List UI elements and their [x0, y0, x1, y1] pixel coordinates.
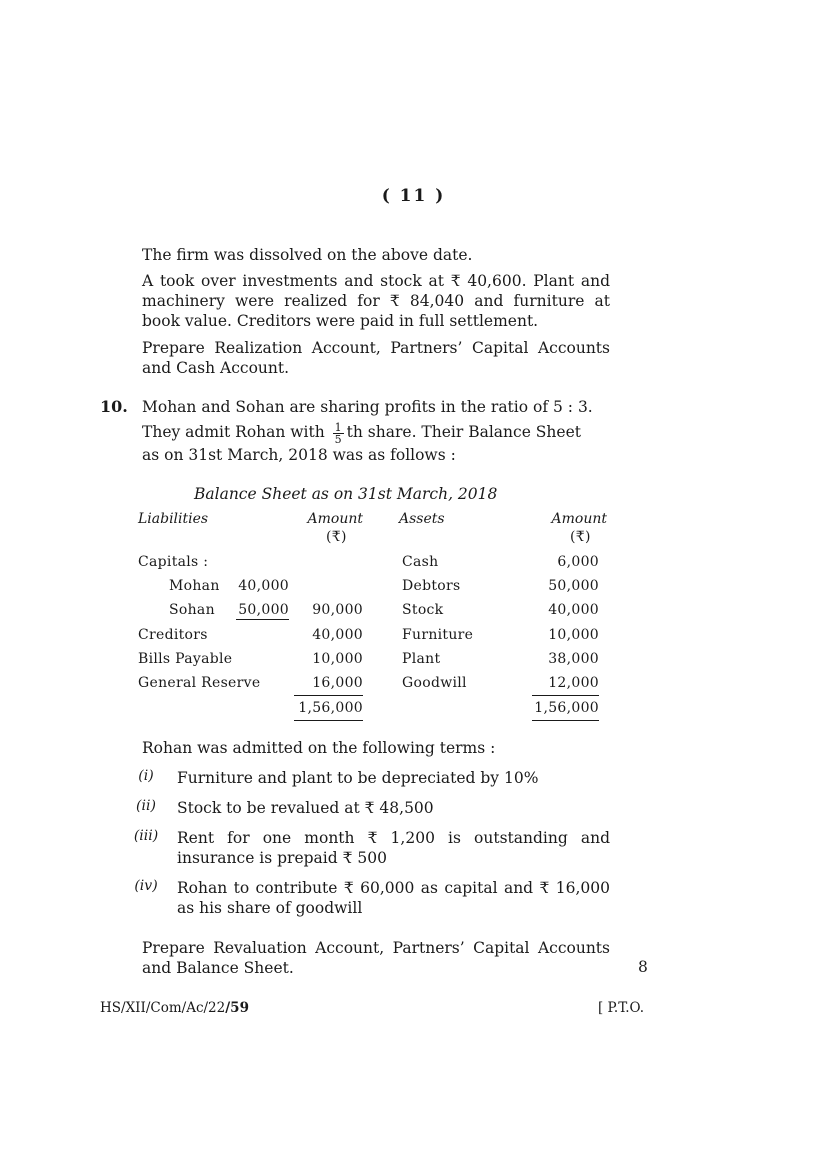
- asset-label: Plant: [402, 651, 441, 667]
- marks: 8: [638, 958, 648, 976]
- liabilities-total: 1,56,000: [298, 700, 363, 716]
- fraction-one-fifth: [333, 422, 344, 445]
- liabilities-header: Liabilities: [138, 511, 209, 527]
- closing-instruction: Prepare Revaluation Account, Partners’ Capital Accounts and Balance Sheet.: [142, 939, 610, 977]
- question-line-3: as on 31st March, 2018 was as follows :: [142, 446, 456, 464]
- asset-label: Stock: [402, 602, 444, 618]
- asset-label: Cash: [402, 554, 439, 570]
- liability-label: Bills Payable: [138, 651, 233, 667]
- liability-label: General Reserve: [138, 675, 261, 691]
- term-label: (iii): [133, 828, 159, 844]
- asset-label: Goodwill: [402, 675, 467, 691]
- term-text: Furniture and plant to be depreciated by 10%: [177, 769, 539, 787]
- assets-header: Assets: [399, 511, 445, 527]
- asset-amount: 6,000: [557, 554, 599, 570]
- assets-total: 1,56,000: [534, 700, 599, 716]
- liability-sub-amount: 50,000: [236, 602, 289, 620]
- term-label: (i): [138, 768, 154, 784]
- term-text: Stock to be revalued at ₹ 48,500: [177, 799, 434, 817]
- liability-label: Mohan: [169, 578, 220, 594]
- term-label: (iv): [134, 878, 158, 894]
- pto-note: [ P.T.O.: [598, 1000, 645, 1016]
- assets-total-rule-top: [532, 695, 599, 696]
- asset-amount: 40,000: [548, 602, 599, 618]
- question-line-2-end: th share. Their Balance Sheet: [346, 423, 581, 441]
- paper-code-suffix: /59: [225, 1000, 249, 1016]
- liability-amount: 16,000: [312, 675, 363, 691]
- liabilities-total-rule-bottom: [294, 720, 363, 721]
- question-number: 10.: [100, 397, 128, 416]
- fraction-numerator: 1: [334, 420, 342, 434]
- asset-amount: 38,000: [548, 651, 599, 667]
- fraction-denominator: 5: [334, 432, 342, 446]
- assets-currency-header: (₹): [570, 529, 591, 545]
- liability-amount: 10,000: [312, 651, 363, 667]
- question-line-2-start: They admit Rohan with: [142, 423, 325, 441]
- assets-total-rule-bottom: [532, 720, 599, 721]
- assets-amount-header: Amount: [551, 511, 607, 527]
- term-text: Rent for one month ₹ 1,200 is outstanding and insurance is prepaid ₹ 500: [177, 829, 610, 867]
- asset-amount: 12,000: [548, 675, 599, 691]
- dissolution-statement: The firm was dissolved on the above date.: [142, 246, 473, 264]
- question-line-1: Mohan and Sohan are sharing profits in the ratio of 5 : 3.: [142, 398, 593, 416]
- paper-code-prefix: HS/XII/Com/Ac/22: [100, 1000, 226, 1016]
- liability-amount: 40,000: [312, 627, 363, 643]
- liabilities-currency-header: (₹): [326, 529, 347, 545]
- question-line-2: [142, 419, 610, 445]
- term-text: Rohan to contribute ₹ 60,000 as capital and ₹ 16,000 as his share of goodwill: [177, 879, 610, 917]
- liabilities-total-rule-top: [294, 695, 363, 696]
- paper-code: [100, 1000, 249, 1016]
- page-number: ( 11 ): [381, 186, 446, 206]
- asset-amount: 50,000: [548, 578, 599, 594]
- realization-details: A took over investments and stock at ₹ 40,600. Plant and machinery were realized for ₹ 84,040 and furniture at book value. Creditors were paid in full settlement.: [142, 272, 610, 330]
- asset-amount: 10,000: [548, 627, 599, 643]
- liability-label: Creditors: [138, 627, 208, 643]
- term-label: (ii): [136, 798, 156, 814]
- liability-sub-amount: 40,000: [238, 578, 289, 594]
- asset-label: Debtors: [402, 578, 461, 594]
- asset-label: Furniture: [402, 627, 474, 643]
- liability-amount: 90,000: [312, 602, 363, 618]
- liability-label: Sohan: [169, 602, 215, 618]
- liabilities-amount-header: Amount: [307, 511, 363, 527]
- liability-label: Capitals :: [138, 554, 209, 570]
- prepare-instruction: Prepare Realization Account, Partners’ Capital Accounts and Cash Account.: [142, 339, 610, 377]
- terms-intro: Rohan was admitted on the following terms :: [142, 739, 496, 757]
- balance-sheet-title: Balance Sheet as on 31st March, 2018: [194, 485, 498, 503]
